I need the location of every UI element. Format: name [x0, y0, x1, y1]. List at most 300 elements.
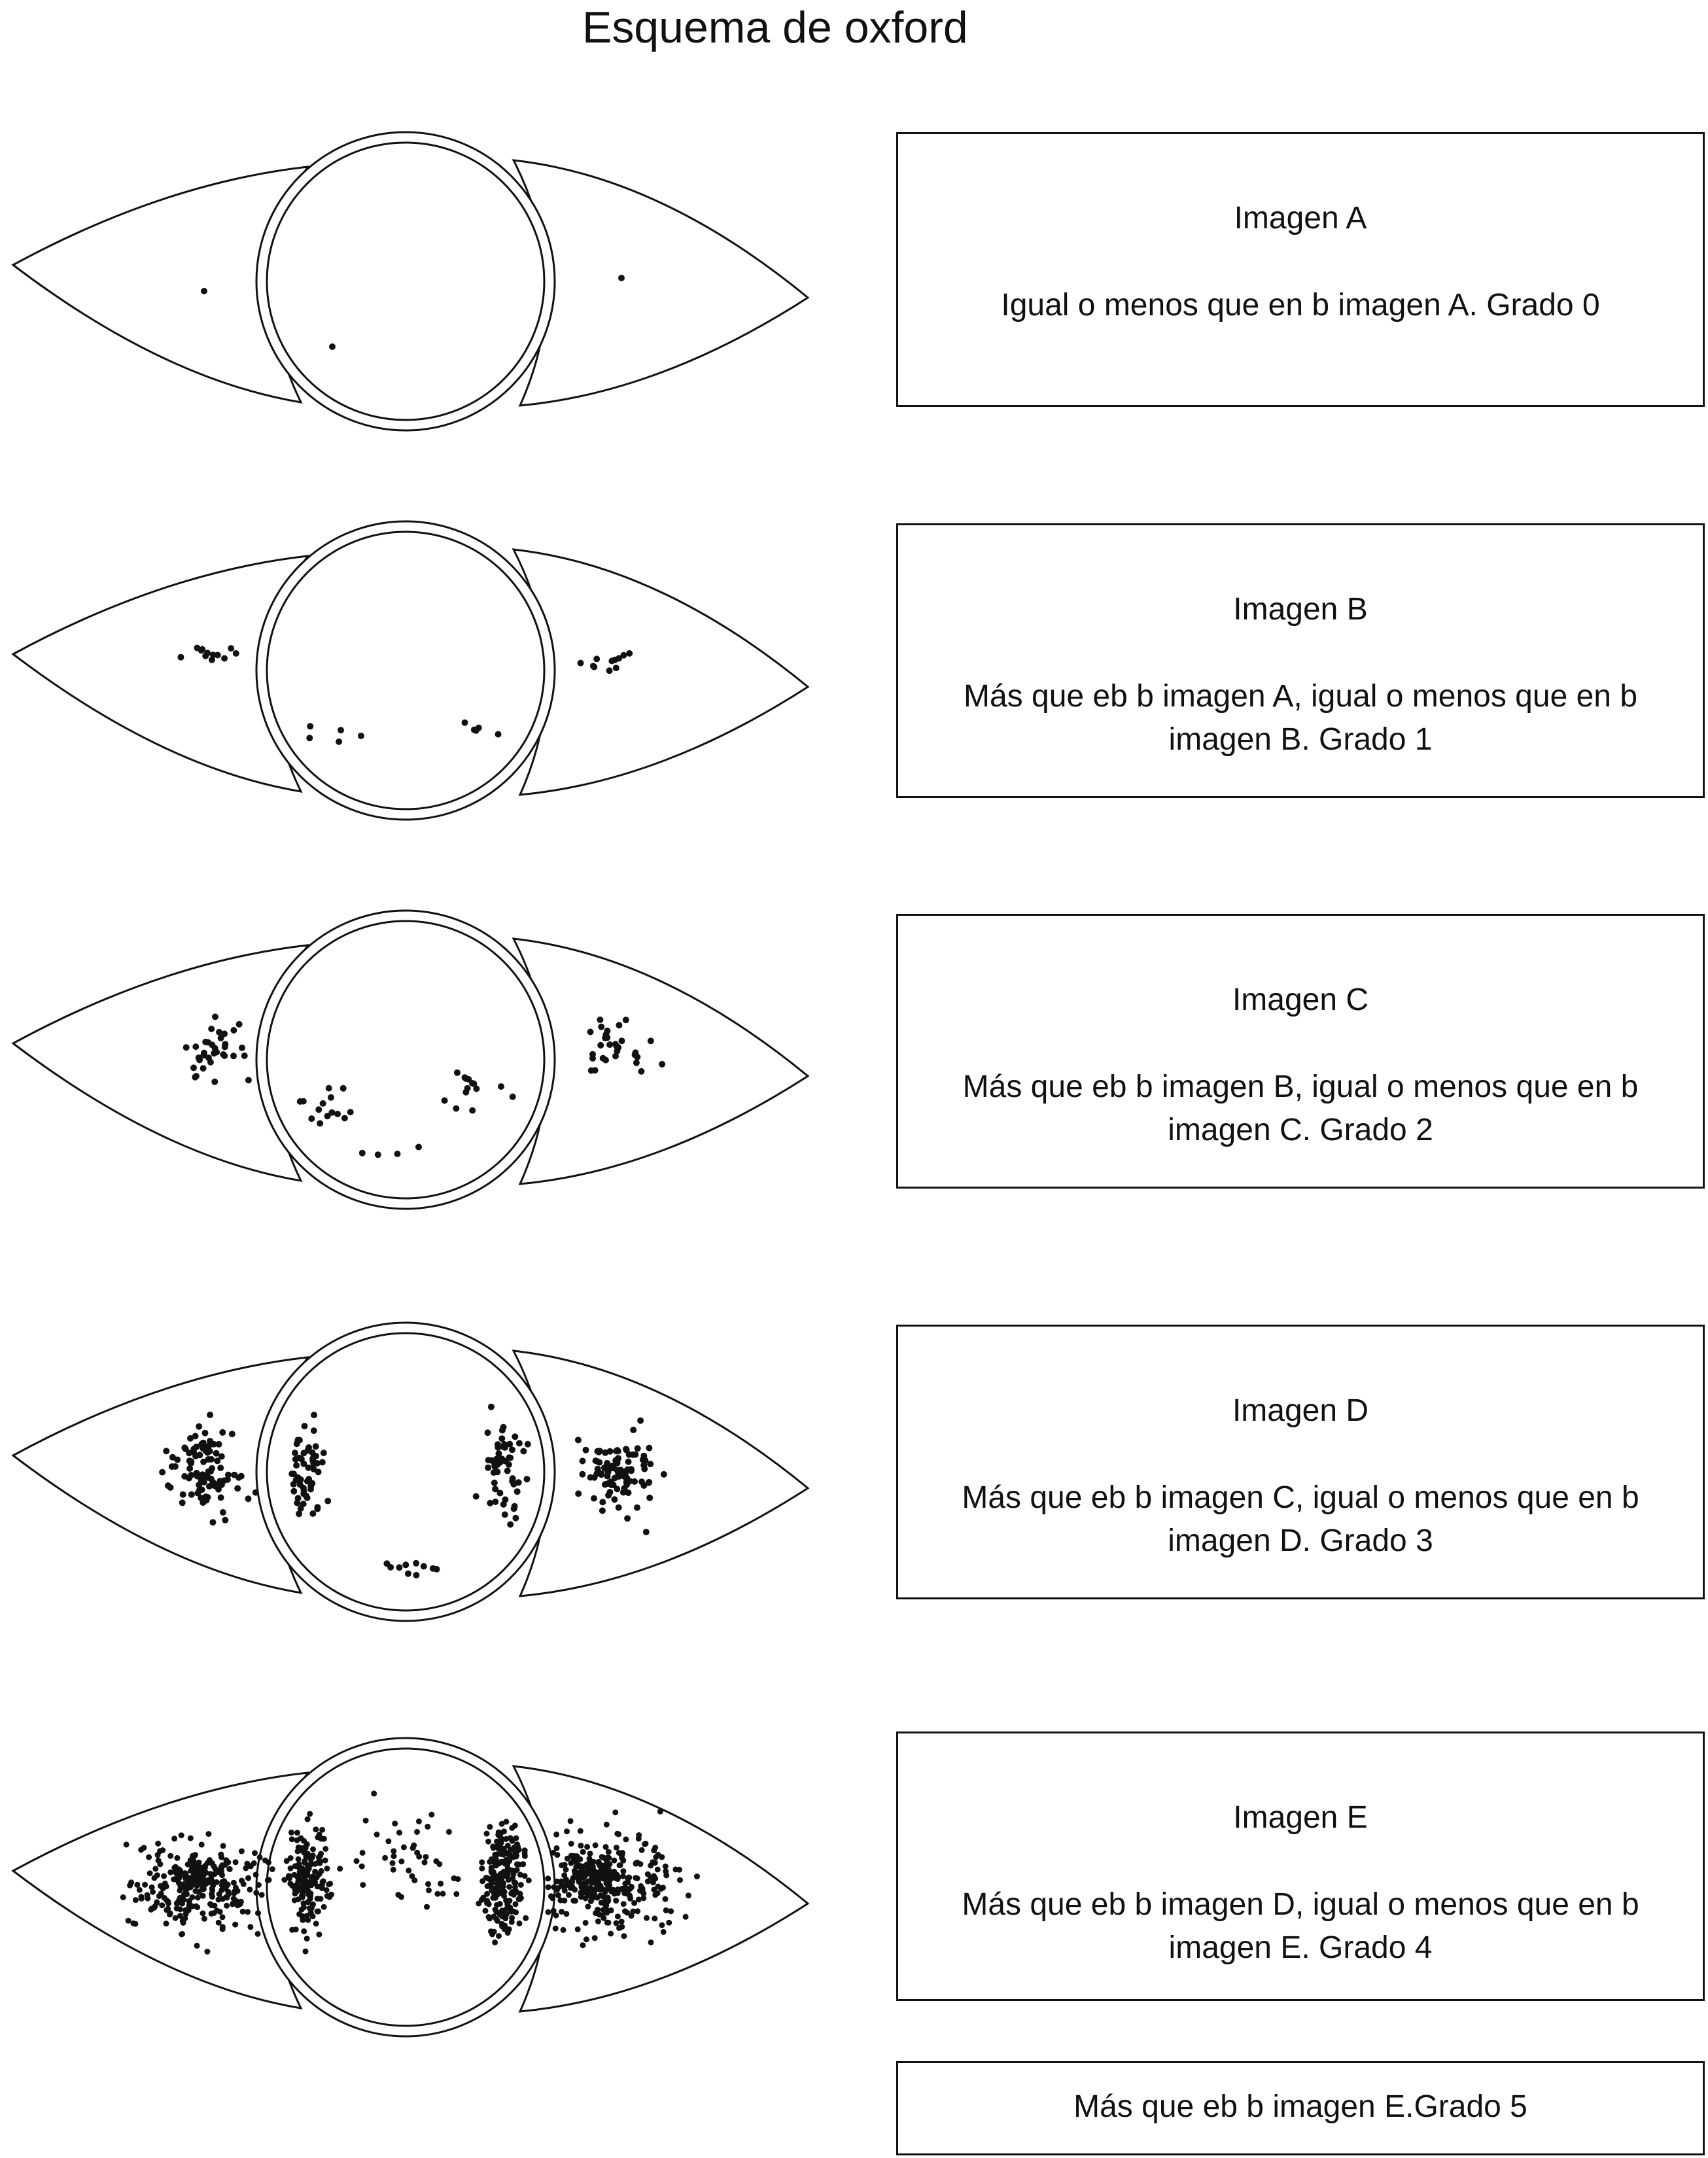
- stain-dot: [479, 1878, 485, 1884]
- stain-dot: [599, 1499, 606, 1505]
- stain-dot: [563, 1877, 569, 1883]
- stain-dot: [297, 1866, 303, 1872]
- stain-dot: [164, 1898, 170, 1904]
- stain-dot: [643, 1841, 649, 1847]
- stain-dot: [183, 1044, 190, 1051]
- stain-dot: [414, 1829, 420, 1835]
- stain-dot: [179, 1499, 186, 1506]
- stain-dot: [584, 1844, 590, 1850]
- stain-dot: [311, 1412, 317, 1418]
- stain-dot: [604, 1859, 610, 1865]
- stain-dot: [359, 1864, 365, 1870]
- stain-dot: [509, 1825, 515, 1831]
- stain-dot: [391, 1848, 396, 1854]
- stain-dot: [643, 1529, 650, 1535]
- stain-dot: [391, 1867, 396, 1873]
- stain-dot: [315, 1908, 321, 1914]
- stain-dot: [301, 1928, 307, 1934]
- stain-dot: [579, 1471, 585, 1478]
- panel-heading-b: Imagen B: [1233, 592, 1368, 627]
- stain-dot: [175, 1877, 181, 1883]
- stain-dot: [640, 1453, 647, 1459]
- stain-dot: [359, 1150, 366, 1157]
- stain-dot: [515, 1848, 521, 1854]
- stain-dot: [253, 1890, 259, 1896]
- stain-dot: [245, 1077, 252, 1083]
- stain-dot: [317, 1120, 323, 1126]
- stain-dot: [156, 1858, 162, 1864]
- stain-dot: [559, 1882, 565, 1888]
- stain-dot: [599, 1507, 606, 1514]
- stain-dot: [490, 1843, 496, 1849]
- stain-dot: [398, 1858, 404, 1864]
- stain-dot: [321, 1904, 327, 1910]
- stain-dot: [598, 1024, 604, 1030]
- stain-dot: [506, 1884, 512, 1890]
- stain-dot: [522, 1853, 528, 1859]
- stain-dot: [382, 1855, 388, 1861]
- stain-dot: [214, 1457, 220, 1464]
- stain-dot: [644, 1915, 650, 1921]
- stain-dot: [694, 1873, 700, 1879]
- stain-dot: [171, 1865, 177, 1871]
- stain-dot: [596, 1860, 602, 1866]
- stain-dot: [652, 1915, 657, 1921]
- stain-dot: [257, 1854, 263, 1860]
- stain-dot: [554, 1879, 560, 1885]
- stain-dot: [614, 1845, 619, 1851]
- stain-dot: [324, 1498, 331, 1505]
- stain-dot: [233, 1900, 239, 1906]
- stain-dot: [233, 650, 239, 657]
- stain-dot: [596, 1871, 602, 1877]
- stain-dot: [142, 1882, 148, 1888]
- stain-dot: [208, 1026, 215, 1032]
- stain-dot: [561, 1927, 566, 1933]
- stain-dot: [566, 1892, 572, 1898]
- stain-dot: [218, 1494, 224, 1501]
- stain-dot: [604, 1910, 610, 1916]
- stain-dot: [635, 1860, 640, 1866]
- stain-dot: [375, 1151, 381, 1158]
- stain-dot: [301, 1900, 307, 1906]
- stain-dot: [446, 1829, 452, 1835]
- stain-dot: [215, 652, 221, 659]
- stain-dot: [487, 1859, 493, 1865]
- stain-dot: [636, 1896, 642, 1902]
- stain-dot: [298, 1836, 304, 1841]
- stain-dot: [496, 1881, 502, 1887]
- stain-dot: [517, 1921, 523, 1926]
- stain-dot: [648, 1037, 654, 1044]
- stain-dot: [406, 1868, 411, 1873]
- stain-dot: [159, 1902, 165, 1908]
- stain-dot: [602, 1032, 609, 1038]
- stain-dot: [677, 1877, 683, 1883]
- stain-dot: [506, 1858, 512, 1864]
- stain-dot: [205, 1474, 211, 1481]
- stain-dot: [290, 1488, 297, 1495]
- panel-heading-a: Imagen A: [1234, 201, 1367, 235]
- stain-dot: [522, 1847, 528, 1853]
- stain-dot: [572, 1898, 578, 1904]
- stain-dot: [506, 1926, 512, 1932]
- stain-dot: [652, 1860, 658, 1866]
- stain-dot: [575, 1436, 582, 1443]
- stain-dot: [319, 1882, 325, 1888]
- stain-dot: [288, 1471, 295, 1477]
- stain-dot: [582, 1887, 588, 1893]
- stain-dot: [322, 1846, 328, 1852]
- stain-dot: [587, 1869, 593, 1875]
- stain-dot: [337, 1866, 343, 1871]
- stain-dot: [434, 1891, 440, 1897]
- cornea-circle: [267, 1333, 544, 1610]
- stain-dot: [624, 1910, 630, 1916]
- stain-dot: [179, 1901, 185, 1907]
- stain-dot: [310, 1913, 316, 1919]
- final-note-description: Más que eb b imagen E.Grado 5: [1073, 2089, 1527, 2124]
- stain-dot: [525, 1441, 531, 1448]
- stain-dot: [548, 1893, 554, 1899]
- stain-dot: [126, 1918, 131, 1924]
- stain-dot: [620, 1873, 626, 1879]
- stain-dot: [630, 1909, 636, 1915]
- stain-dot: [485, 1875, 491, 1881]
- stain-dot: [256, 1882, 262, 1888]
- stain-dot: [410, 1845, 416, 1851]
- stain-dot: [207, 1438, 213, 1444]
- stain-dot: [312, 1869, 318, 1875]
- stain-dot: [612, 1053, 619, 1060]
- stain-dot: [309, 1510, 316, 1517]
- panel-box-e: [896, 1732, 1705, 2001]
- stain-dot: [492, 1499, 498, 1505]
- stain-dot: [222, 1044, 228, 1051]
- stain-dot: [595, 1907, 601, 1913]
- stain-dot: [138, 1847, 144, 1853]
- stain-dot: [506, 1461, 512, 1468]
- stain-dot: [236, 1021, 243, 1028]
- stain-dot: [618, 275, 625, 281]
- stain-dot: [139, 1896, 145, 1902]
- stain-dot: [545, 1875, 551, 1881]
- stain-dot: [573, 1864, 579, 1870]
- stain-dot: [245, 1495, 252, 1502]
- stain-dot: [492, 1940, 498, 1945]
- stain-dot: [207, 1412, 213, 1418]
- stain-dot: [224, 1903, 230, 1909]
- stain-dot: [218, 1869, 224, 1875]
- stain-dot: [146, 1854, 152, 1860]
- stain-dot: [319, 1459, 326, 1465]
- stain-dot: [491, 1480, 498, 1486]
- stain-dot: [591, 1888, 597, 1894]
- stain-dot: [453, 1891, 459, 1897]
- stain-dot: [287, 1881, 293, 1887]
- stain-dot: [413, 1560, 419, 1567]
- stain-dot: [627, 1886, 633, 1892]
- stain-dot: [315, 1896, 321, 1902]
- stain-dot: [563, 1911, 569, 1917]
- stain-dot: [595, 1919, 601, 1924]
- stain-dot: [294, 1830, 300, 1836]
- stain-dot: [307, 1486, 314, 1493]
- stain-dot: [205, 1831, 211, 1837]
- stain-dot: [633, 1060, 640, 1066]
- stain-dot: [194, 1943, 200, 1949]
- stain-dot: [199, 1842, 205, 1848]
- stain-dot: [661, 1929, 667, 1935]
- stain-dot: [253, 1871, 259, 1877]
- stain-dot: [302, 1423, 308, 1429]
- stain-dot: [593, 1842, 599, 1848]
- stain-dot: [512, 1433, 518, 1440]
- stain-dot: [597, 1017, 603, 1023]
- stain-dot: [270, 1866, 275, 1872]
- stain-dot: [294, 1500, 300, 1506]
- stain-dot: [616, 1925, 622, 1931]
- stain-dot: [485, 1429, 491, 1436]
- stain-dot: [595, 1895, 601, 1901]
- stain-dot: [591, 1474, 598, 1481]
- stain-dot: [624, 1515, 631, 1522]
- stain-dot: [614, 1920, 619, 1926]
- stain-dot: [204, 1949, 210, 1955]
- stain-dot: [302, 1858, 307, 1864]
- stain-dot: [621, 1901, 627, 1907]
- stain-dot: [154, 1872, 160, 1878]
- stain-dot: [233, 1859, 239, 1865]
- stain-dot: [484, 1898, 490, 1904]
- stain-dot: [255, 1910, 261, 1916]
- stain-dot: [189, 1875, 195, 1881]
- stain-dot: [155, 1841, 161, 1847]
- stain-dot: [221, 1053, 228, 1059]
- stain-dot: [568, 1818, 574, 1824]
- stain-dot: [307, 723, 313, 729]
- stain-dot: [526, 1877, 532, 1883]
- stain-dot: [321, 1450, 327, 1456]
- stain-dot: [179, 1931, 185, 1937]
- stain-dot: [340, 1085, 347, 1092]
- stain-dot: [156, 1893, 162, 1899]
- stain-dot: [504, 1468, 511, 1474]
- stain-dot: [171, 1836, 177, 1841]
- stain-dot: [244, 1861, 250, 1867]
- stain-dot: [486, 1914, 492, 1920]
- stain-dot: [211, 1864, 217, 1870]
- stain-dot: [492, 1860, 498, 1866]
- stain-dot: [637, 1418, 644, 1424]
- stain-dot: [608, 1931, 614, 1937]
- stain-dot: [287, 1873, 292, 1879]
- stain-dot: [187, 1435, 194, 1442]
- stain-dot: [209, 1519, 216, 1525]
- stain-dot: [220, 1926, 226, 1932]
- stain-dot: [225, 1860, 231, 1866]
- stain-dot: [253, 1489, 259, 1496]
- stain-dot: [610, 1887, 616, 1893]
- stain-dot: [409, 1873, 415, 1879]
- stain-dot: [326, 1085, 332, 1092]
- stain-dot: [621, 1933, 627, 1939]
- stain-dot: [219, 1879, 225, 1885]
- stain-dot: [569, 1879, 575, 1885]
- stain-dot: [201, 1886, 207, 1892]
- stain-dot: [438, 1881, 444, 1887]
- stain-dot: [181, 1892, 187, 1898]
- stain-dot: [508, 1847, 514, 1853]
- stain-dot: [120, 1894, 126, 1900]
- stain-dot: [255, 1931, 261, 1937]
- panel-heading-c: Imagen C: [1232, 983, 1369, 1017]
- eye-diagram-c: [0, 903, 818, 1210]
- stain-dot: [292, 1863, 298, 1869]
- stain-dot: [360, 1882, 366, 1888]
- stain-dot: [396, 1564, 402, 1571]
- stain-dot: [328, 1109, 335, 1116]
- stain-dot: [326, 1881, 332, 1887]
- stain-dot: [298, 1456, 305, 1463]
- stain-dot: [611, 1496, 618, 1503]
- stain-dot: [314, 1506, 321, 1512]
- stain-dot: [294, 1474, 301, 1481]
- stain-dot: [496, 1933, 502, 1939]
- stain-dot: [495, 1444, 501, 1451]
- stain-dot: [639, 1847, 645, 1853]
- stain-dot: [424, 1904, 430, 1910]
- stain-dot: [315, 1469, 322, 1475]
- stain-dot: [391, 1853, 397, 1859]
- stain-dot: [360, 1850, 366, 1856]
- stain-dot: [620, 1868, 626, 1874]
- stain-dot: [415, 1144, 422, 1151]
- stain-dot: [132, 1921, 138, 1927]
- stain-dot: [561, 1898, 567, 1904]
- stain-dot: [210, 1883, 216, 1888]
- stain-dot: [185, 1862, 191, 1868]
- stain-dot: [666, 1920, 672, 1926]
- stain-dot: [621, 1485, 627, 1491]
- stain-dot: [553, 1926, 559, 1932]
- stain-dot: [204, 650, 211, 656]
- stain-dot: [660, 1885, 666, 1890]
- stain-dot: [616, 1850, 622, 1856]
- stain-dot: [604, 1473, 611, 1480]
- stain-dot: [195, 1895, 201, 1901]
- stain-dot: [205, 1054, 212, 1061]
- stain-dot: [565, 1856, 570, 1862]
- stain-dot: [646, 1479, 652, 1486]
- stain-dot: [619, 1919, 625, 1924]
- stain-dot: [295, 1875, 301, 1881]
- stain-dot: [383, 1560, 390, 1567]
- stain-dot: [392, 1820, 398, 1826]
- stain-dot: [162, 1881, 168, 1887]
- stain-dot: [616, 1022, 622, 1028]
- stain-dot: [232, 1922, 238, 1928]
- stain-dot: [190, 1858, 196, 1864]
- stain-dot: [293, 1462, 300, 1469]
- stain-dot: [515, 1479, 522, 1486]
- stain-dot: [430, 1565, 436, 1572]
- cornea-circle: [267, 532, 544, 809]
- stain-dot: [652, 1892, 658, 1898]
- stain-dot: [603, 1466, 610, 1472]
- stain-dot: [568, 1841, 574, 1847]
- stain-dot: [591, 664, 597, 670]
- stain-dot: [221, 655, 228, 662]
- stain-dot: [313, 1921, 319, 1926]
- stain-dot: [520, 1448, 527, 1455]
- stain-dot: [239, 1878, 245, 1884]
- stain-dot: [609, 1871, 615, 1877]
- stain-dot: [585, 1904, 591, 1909]
- stain-dot: [613, 1898, 619, 1904]
- stain-dot: [219, 1429, 226, 1436]
- stain-dot: [222, 1886, 228, 1892]
- stain-dot: [172, 1463, 179, 1470]
- stain-dot: [575, 1490, 582, 1497]
- stain-dot: [192, 1453, 199, 1459]
- stain-dot: [603, 1903, 609, 1909]
- stain-dot: [217, 1909, 223, 1915]
- stain-dot: [611, 1858, 617, 1864]
- stain-dot: [500, 1424, 507, 1431]
- stain-dot: [615, 1913, 621, 1919]
- stain-dot: [491, 1870, 497, 1875]
- stain-dot: [483, 1908, 489, 1914]
- stain-dot: [614, 1486, 620, 1492]
- stain-dot: [485, 1839, 491, 1845]
- stain-dot: [485, 1465, 491, 1471]
- stain-dot: [225, 1472, 232, 1478]
- stain-dot: [290, 1481, 297, 1488]
- stain-dot: [489, 1932, 495, 1938]
- stain-dot: [479, 1897, 485, 1903]
- stain-dot: [601, 1873, 606, 1879]
- stain-dot: [200, 1865, 205, 1871]
- stain-dot: [394, 1151, 401, 1157]
- panel-box-b: [896, 523, 1705, 798]
- stain-dot: [493, 1916, 499, 1922]
- stain-dot: [217, 1891, 222, 1897]
- stain-dot: [604, 1920, 610, 1926]
- stain-dot: [597, 1911, 602, 1917]
- stain-dot: [137, 1887, 143, 1893]
- stain-dot: [659, 1923, 665, 1928]
- stain-dot: [181, 1444, 188, 1451]
- stain-dot: [518, 1895, 524, 1901]
- stain-dot: [638, 1068, 644, 1075]
- stain-dot: [562, 1862, 568, 1868]
- stain-dot: [524, 1476, 531, 1482]
- stain-dot: [315, 1106, 322, 1113]
- stain-dot: [683, 1914, 689, 1920]
- stain-dot: [230, 1027, 237, 1034]
- stain-dot: [606, 1849, 612, 1855]
- stain-dot: [239, 1045, 245, 1051]
- stain-dot: [605, 1480, 612, 1487]
- stain-dot: [471, 727, 478, 733]
- stain-dot: [606, 1041, 613, 1048]
- stain-dot: [612, 1809, 618, 1815]
- stain-dot: [395, 1892, 401, 1898]
- stain-dot: [262, 1858, 268, 1864]
- stain-dot: [626, 1452, 633, 1458]
- stain-dot: [606, 667, 613, 674]
